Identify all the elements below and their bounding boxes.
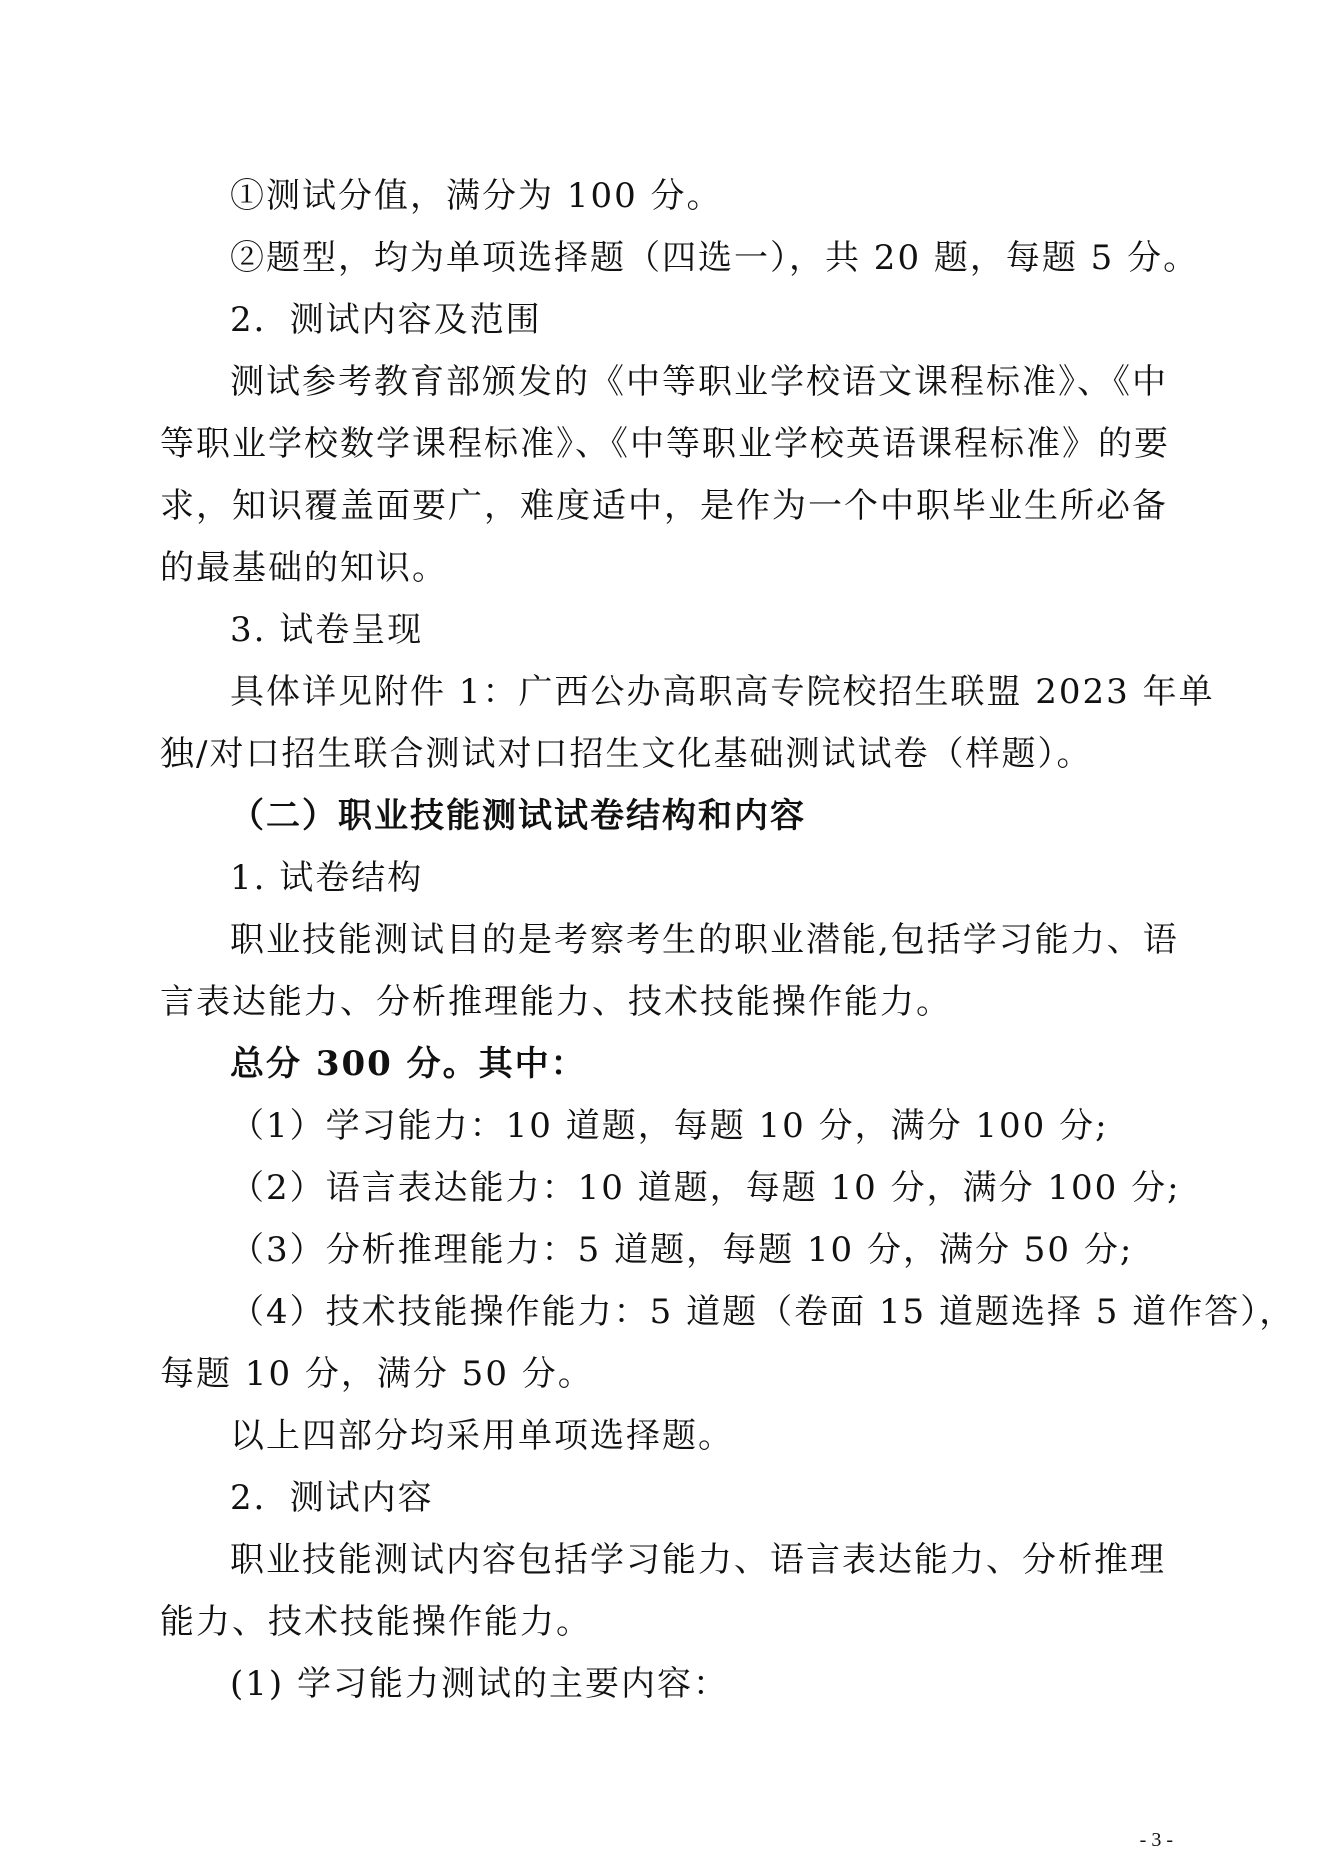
text-line: 以上四部分均采用单项选择题。: [230, 1416, 734, 1456]
list-item: （1）学习能力：10 道题，每题 10 分，满分 100 分;: [230, 1106, 1109, 1146]
list-item: （3）分析推理能力：5 道题，每题 10 分，满分 50 分;: [230, 1230, 1134, 1270]
section-heading: 1. 试卷结构: [230, 858, 424, 898]
score-summary: 总分 300 分。其中：: [230, 1044, 587, 1084]
text-line: 等职业学校数学课程标准》、《中等职业学校英语课程标准》的要: [160, 424, 1170, 464]
text-line: ②题型，均为单项选择题（四选一），共 20 题，每题 5 分。: [230, 238, 1200, 278]
text-line: 独/对口招生联合测试对口招生文化基础测试试卷（样题）。: [160, 734, 1093, 774]
list-item: （4）技术技能操作能力：5 道题（卷面 15 道题选择 5 道作答），: [230, 1292, 1296, 1332]
text-line: 具体详见附件 1：广西公办高职高专院校招生联盟 2023 年单: [230, 672, 1215, 712]
text-line: 职业技能测试目的是考察考生的职业潜能,包括学习能力、语: [230, 920, 1179, 960]
section-title: （二）职业技能测试试卷结构和内容: [230, 796, 806, 836]
text-line: 求，知识覆盖面要广，难度适中，是作为一个中职毕业生所必备: [160, 486, 1168, 526]
text-line: 职业技能测试内容包括学习能力、语言表达能力、分析推理: [230, 1540, 1166, 1580]
section-heading: 3. 试卷呈现: [230, 610, 424, 650]
section-heading: 2．测试内容及范围: [230, 300, 542, 340]
section-heading: 2．测试内容: [230, 1478, 434, 1518]
text-line: (1) 学习能力测试的主要内容：: [230, 1664, 729, 1704]
text-line: ①测试分值，满分为 100 分。: [230, 176, 723, 216]
text-line: 每题 10 分，满分 50 分。: [160, 1354, 594, 1394]
text-line: 测试参考教育部颁发的《中等职业学校语文课程标准》、《中: [230, 362, 1168, 402]
text-line: 能力、技术技能操作能力。: [160, 1602, 592, 1642]
list-item: （2）语言表达能力：10 道题，每题 10 分，满分 100 分;: [230, 1168, 1181, 1208]
page-number: - 3 -: [1139, 1829, 1173, 1851]
text-line: 言表达能力、分析推理能力、技术技能操作能力。: [160, 982, 952, 1022]
text-line: 的最基础的知识。: [160, 548, 448, 588]
